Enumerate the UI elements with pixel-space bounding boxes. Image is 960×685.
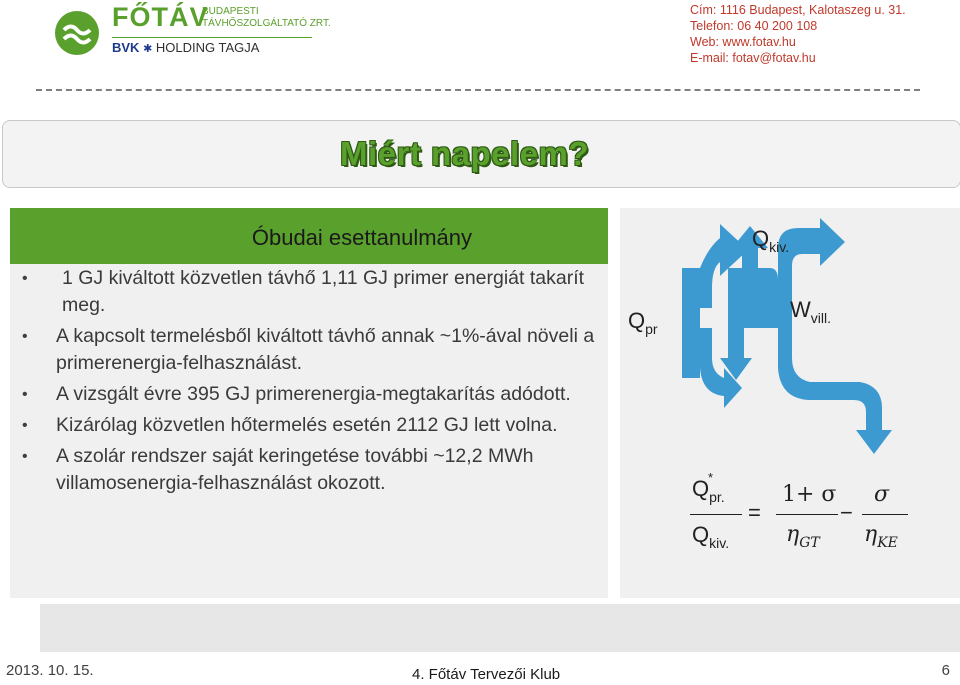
fraction-bar-term1 [776,514,838,515]
bullet-item: • 1 GJ kiváltott közvetlen távhő 1,11 GJ primer energiát takarít meg. [22,265,602,319]
secondary-loss-arrow [778,328,892,454]
w-vill-subscript: vill. [810,310,831,326]
formula-minus: − [840,500,853,525]
primary-energy-arrow [682,268,700,378]
formula-eta-gt: η [786,522,800,547]
contact-block [690,2,950,66]
footer-date: 2013. 10. 15. [6,662,94,679]
contact-web[interactable]: Web: www.fotav.hu [690,35,796,49]
brand-name: FŐTÁV [112,2,209,32]
brand-sub-city: BUDAPESTI [202,6,259,17]
logo-mark-icon [54,10,100,56]
formula-lhs-numerator [692,470,725,505]
holding-label [112,40,259,55]
formula-gt-sub: GT [799,535,820,551]
formula-term2-denominator [864,522,898,551]
q-pr-subscript: pr [645,321,658,337]
contact-phone: Telefon: 06 40 200 108 [690,19,818,33]
bullet-item: • A vizsgált évre 395 GJ primerenergia-megtakarítás adódott. [22,381,602,408]
holding-mark-icon: ✱ [143,43,153,55]
formula-star: * [708,470,714,485]
formula-q-kiv: Q [692,522,710,547]
fraction-bar-term2 [862,514,908,515]
efficiency-formula [690,470,950,580]
bullet-item: • Kizárólag közvetlen hőtermelés esetén 2112 GJ lett volna. [22,412,602,439]
q-kiv-label [752,226,790,255]
formula-kiv-sub: kiv. [709,535,730,551]
contact-address: Cím: 1116 Budapest, Kalotaszeg u. 31. [690,3,906,17]
holding-text: HOLDING TAGJA [155,40,260,55]
header-divider [36,89,920,91]
q-kiv-symbol: Q [752,226,770,251]
page-number: 6 [941,662,950,679]
formula-ke-sub: KE [877,535,898,551]
w-vill-symbol: W [790,297,811,322]
holding-bvk: BVK [112,40,140,55]
formula-term1-denominator [786,522,820,551]
brand-sub-company: TÁVHŐSZOLGÁLTATÓ ZRT. [202,18,331,29]
bullet-item: • A szolár rendszer saját keringetése további ~12,2 MWh villamosenergia-felhasználást okozott. [22,443,602,497]
fraction-bar-lhs [690,514,742,515]
formula-q-star: Q [692,476,710,501]
slide-title: Miért napelem? [340,135,590,172]
footer-band [40,604,960,652]
formula-equals: = [748,500,761,525]
formula-lhs-denominator [692,522,730,551]
bullet-item: • A kapcsolt termelésből kiváltott távhő annak ~1%-ával növeli a primerenergia-felhasználást. [22,323,602,377]
q-pr-label [628,308,658,337]
formula-pr-sub: pr. [709,489,725,505]
formula-eta-ke: η [864,522,878,547]
w-vill-label [790,297,831,326]
case-study-bullets [22,265,602,501]
footer-event: 4. Főtáv Tervezői Klub [412,666,561,683]
logo-divider [112,37,312,38]
q-pr-symbol: Q [628,308,646,333]
case-study-title: Óbudai esettanulmány [251,225,472,250]
formula-term1-numerator: 1+ σ [782,482,837,507]
formula-term2-numerator: σ [874,482,890,507]
contact-email[interactable]: E-mail: fotav@fotav.hu [690,51,816,65]
q-kiv-subscript: kiv. [769,239,790,255]
